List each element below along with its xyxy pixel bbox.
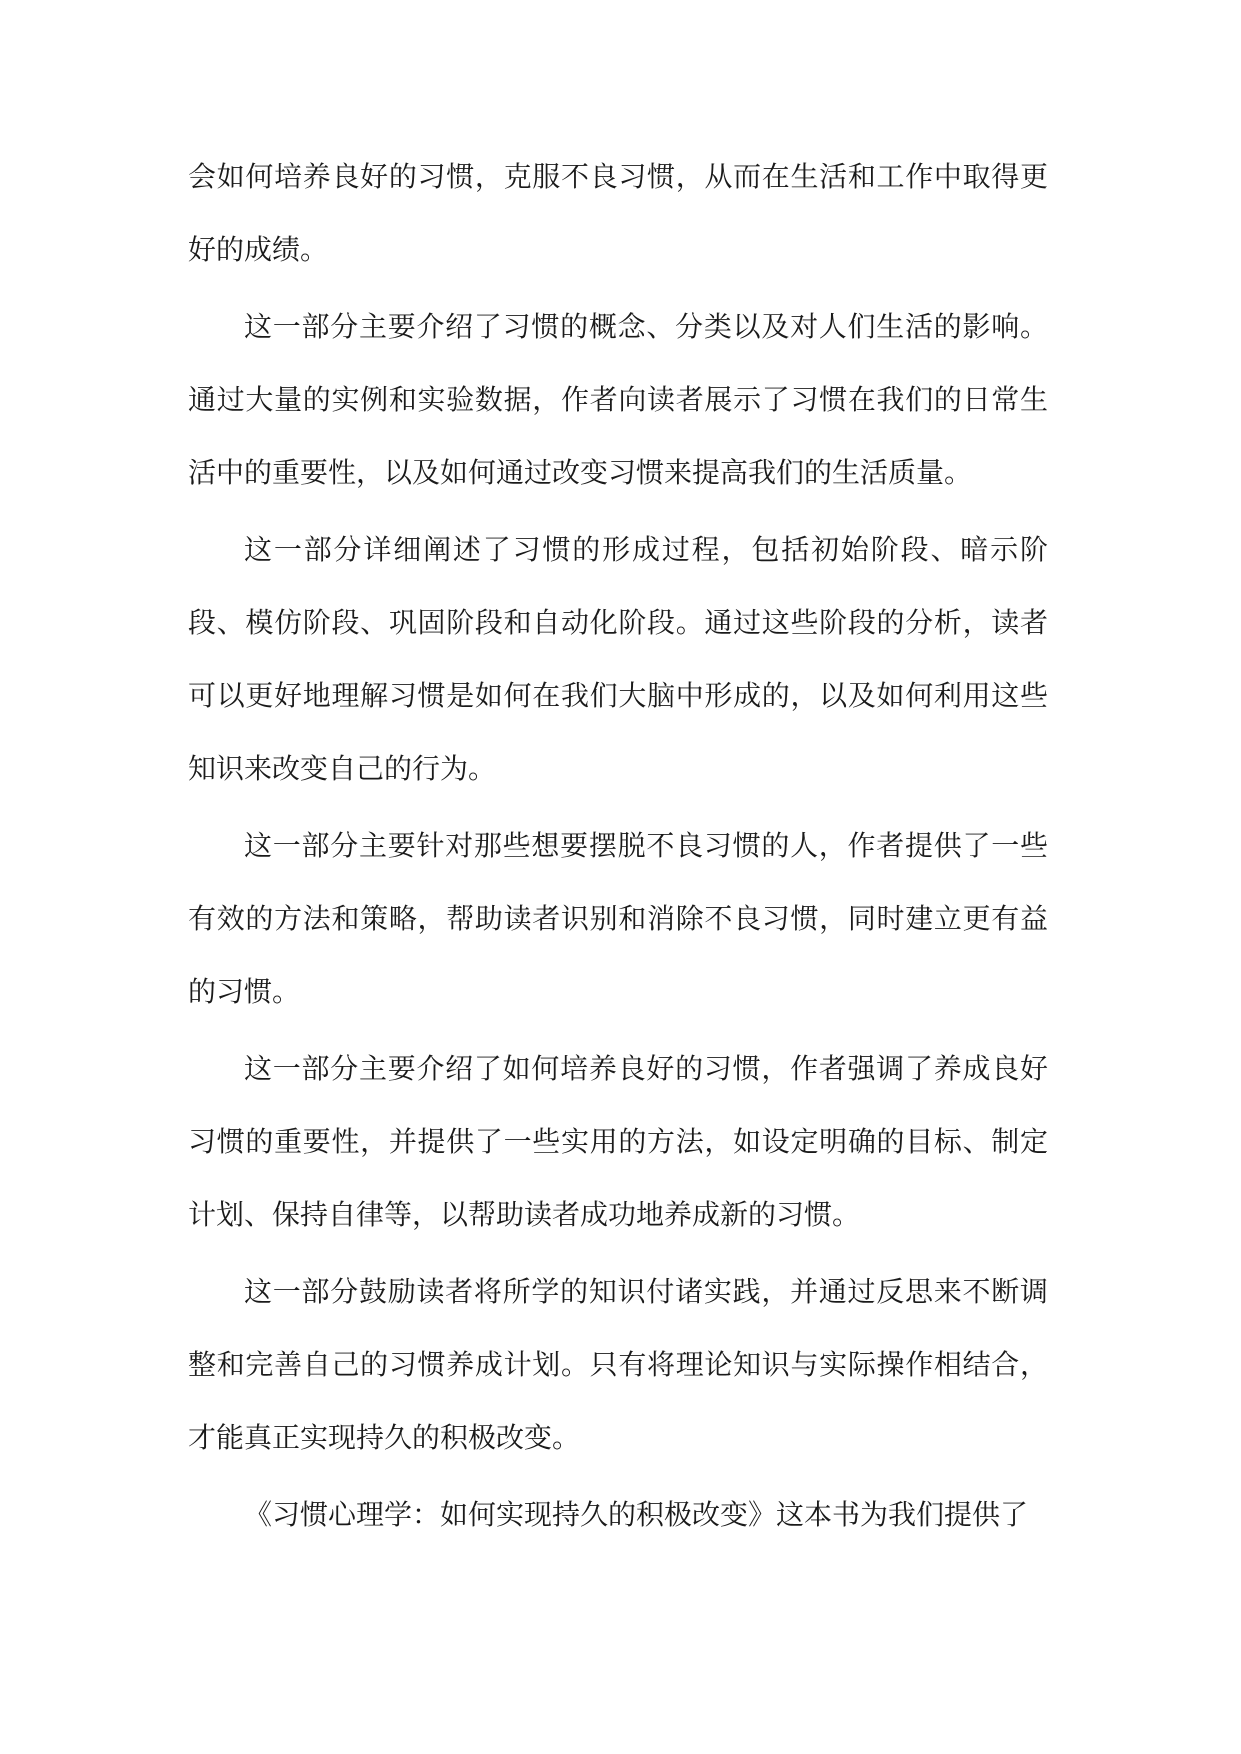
paragraph-habit-concepts: 这一部分主要介绍了习惯的概念、分类以及对人们生活的影响。通过大量的实例和实验数据，作者向读者展示了习惯在我们的日常生活中的重要性，以及如何通过改变习惯来提高我们的生活质量。 <box>188 310 1048 489</box>
paragraph-practice-reflection: 这一部分鼓励读者将所学的知识付诸实践，并通过反思来不断调整和完善自己的习惯养成计划。只有将理论知识与实际操作相结合，才能真正实现持久的积极改变。 <box>188 1275 1048 1454</box>
paragraph-book-summary: 《习惯心理学：如何实现持久的积极改变》这本书为我们提供了 <box>244 1498 1029 1531</box>
paragraph-habit-formation: 这一部分详细阐述了习惯的形成过程，包括初始阶段、暗示阶段、模仿阶段、巩固阶段和自动化阶段。通过这些阶段的分析，读者可以更好地理解习惯是如何在我们大脑中形成的，以及如何利用这些知识来改变自己的行为。 <box>188 533 1048 785</box>
paragraph-continued: 会如何培养良好的习惯，克服不良习惯，从而在生活和工作中取得更好的成绩。 <box>188 160 1048 266</box>
body-text <box>188 140 1048 1555</box>
paragraph-building-good-habits: 这一部分主要介绍了如何培养良好的习惯，作者强调了养成良好习惯的重要性，并提供了一些实用的方法，如设定明确的目标、制定计划、保持自律等，以帮助读者成功地养成新的习惯。 <box>188 1052 1048 1231</box>
paragraph-breaking-bad-habits: 这一部分主要针对那些想要摆脱不良习惯的人，作者提供了一些有效的方法和策略，帮助读者识别和消除不良习惯，同时建立更有益的习惯。 <box>188 829 1048 1008</box>
